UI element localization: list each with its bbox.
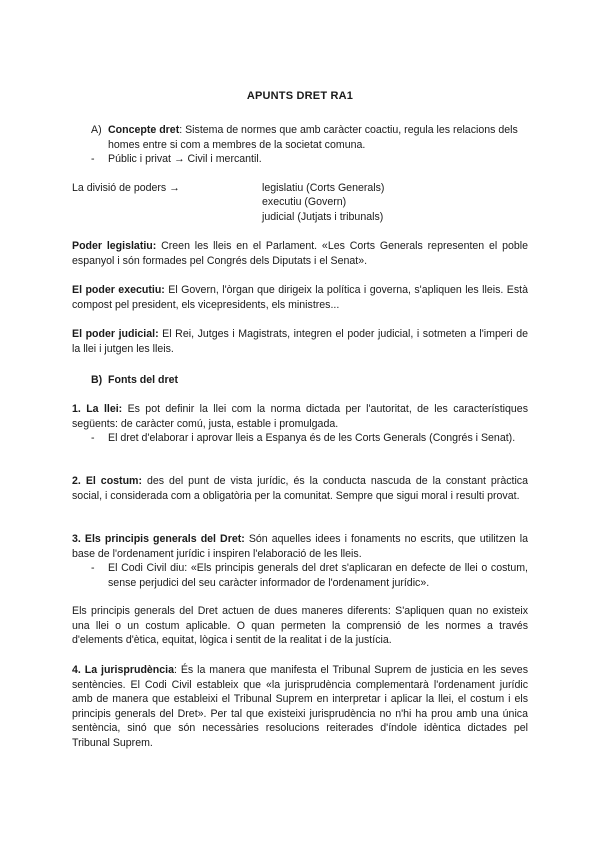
- poder-executiu-paragraph: El poder executiu: El Govern, l'òrgan que dirigeix la política i governa, s'apliquen les lleis. Està compost pel president, els vicepresidents, els ministres...: [72, 284, 528, 311]
- principis-actuacio-paragraph: Els principis generals del Dret actuen de dues maneres diferents: S'apliquen quan no existeix una llei o un costum aplicable. O quan permeten la comprensió de les normes a través d'elements d'ètica, equitat, lògica i sentit de la realitat i de la justícia.: [72, 605, 528, 646]
- costum-paragraph: 2. El costum: des del punt de vista jurídic, és la conducta nascuda de la constant pràctica social, i considerada com a obligatòria per la comunitat. Sempre que sigui moral i resulti provat.: [72, 475, 528, 502]
- section-a-heading: Concepte dret: [108, 124, 180, 136]
- section-b-heading: Fonts del dret: [108, 374, 179, 386]
- divisio-item: executiu (Govern): [262, 196, 347, 208]
- poder-judicial-heading: El poder judicial:: [72, 328, 159, 340]
- poder-executiu-heading: El poder executiu:: [72, 284, 165, 296]
- section-a-text: Concepte dret: Sistema de normes que amb caràcter coactiu, regula les relacions dels homes entre si com a membres de la societat comuna.: [108, 124, 518, 151]
- llei-heading: 1. La llei:: [72, 403, 123, 415]
- poder-legislatiu-heading: Poder legislatiu:: [72, 240, 157, 252]
- divisio-lead: La divisió de poders →: [72, 182, 180, 194]
- divisio-poders: [72, 181, 528, 223]
- principis-paragraph: 3. Els principis generals del Dret: Són aquelles idees i fonaments no escrits, que utilitzen la base de l'ordenament jurídic i inspiren l'elaboració de les lleis.: [72, 533, 528, 560]
- llei-paragraph: 1. La llei: Es pot definir la llei com la norma dictada per l'autoritat, de les característiques següents: de caràcter comú, justa, estable i promulgada.: [72, 403, 528, 430]
- jurisprudencia-paragraph: 4. La jurisprudència: És la manera que manifesta el Tribunal Suprem de justicia en les seves sentències. El Codi Civil estableix que «la jurisprudència complementarà l'ordenament jurídic amb de manera que estableixi el Tribunal Suprem en interpretar i aplicar la llei, el costum i els principis generals del Dret». Per tal que existeixi jurisprudència no n'hi ha prou amb una única sentència, sinó que són necessàries resolucions reiterades d'índole idèntica dictades pel Tribunal Suprem.: [72, 664, 528, 749]
- document-title: APUNTS DRET RA1: [246, 90, 354, 102]
- divisio-item: judicial (Jutjats i tribunals): [262, 211, 384, 223]
- costum-heading: 2. El costum:: [72, 475, 143, 487]
- divisio-item: legislatiu (Corts Generals): [262, 182, 385, 194]
- section-a-marker: A): [91, 124, 102, 136]
- document-page: APUNTS DRET RA1 A) Concepte dret: Sistema de normes que amb caràcter coactiu, regula les relacions dels homes entre si com a membres de la societat comuna. - Públic i privat → Civil i mercantil. La divisió de poders → legislatiu (Corts Generals) executiu (Govern) judicial (Jutjats i tribunals) Poder legislatiu: Creen les lleis en el Parlament. «Les Corts Generals representen el poble espanyol i són formades pel Congrés dels Diputats i el Senat». El poder executiu: El Govern, l'òrgan que dirigeix la política i governa, s'apliquen les lleis. Està compost pel president, els vicepresidents, els ministres... El poder judicial: El Rei, Jutges i Magistrats, integren el poder judicial, i sotmeten a l'imperi de la llei i jutgen les lleis. B) Fonts del dret 1. La llei: Es pot definir la llei com la norma dictada per l'autoritat, de les característiques següents: de caràcter comú, justa, estable i promulgada. - El dret d'elaborar i aprovar lleis a Espanya és de les Corts Generals (Congrés i Senat). 2. El costum: des del punt de vista jurídic, és la conducta nascuda de la constant pràctica social, i considerada com a obligatòria per la comunitat. Sempre que sigui moral i resulti provat. 3. Els principis generals del Dret: Són aquelles idees i fonaments no escrits, que utilitzen la base de l'ordenament jurídic i inspiren l'elaboració de les lleis. - El Codi Civil diu: «Els principis generals del dret s'aplicaran en defecte de llei o costum, sense perjudici del seu caràcter informador de l'ordenament jurídic». Els principis generals del Dret actuen de dues maneres diferents: S'apliquen quan no existeix una llei o un costum aplicable. O quan permeten la comprensió de les normes a través d'elements d'ètica, equitat, lògica i sentit de la realitat i de la justícia. 4. La jurisprudència: És la manera que manifesta el Tribunal Suprem de justicia en les seves sentències. El Codi Civil estableix que «la jurisprudència complementarà l'ordenament jurídic amb de manera que estableixi el Tribunal Suprem en interpretar i aplicar la llei, el costum i els principis generals del Dret». Per tal que existeixi jurisprudència no n'hi ha prou amb una única sentència, sinó que són necessàries resolucions reiterades d'índole idèntica dictades pel Tribunal Suprem.: [0, 0, 600, 848]
- principis-heading: 3. Els principis generals del Dret:: [72, 533, 245, 545]
- poder-legislatiu-paragraph: Poder legislatiu: Creen les lleis en el Parlament. «Les Corts Generals representen el poble espanyol i són formades pel Congrés dels Diputats i el Senat».: [72, 240, 528, 267]
- section-b-marker: B): [91, 374, 103, 386]
- jurisprudencia-heading: 4. La jurisprudència: [72, 664, 174, 676]
- poder-judicial-paragraph: El poder judicial: El Rei, Jutges i Magistrats, integren el poder judicial, i sotmeten a l'imperi de la llei i jutgen les lleis.: [72, 328, 528, 355]
